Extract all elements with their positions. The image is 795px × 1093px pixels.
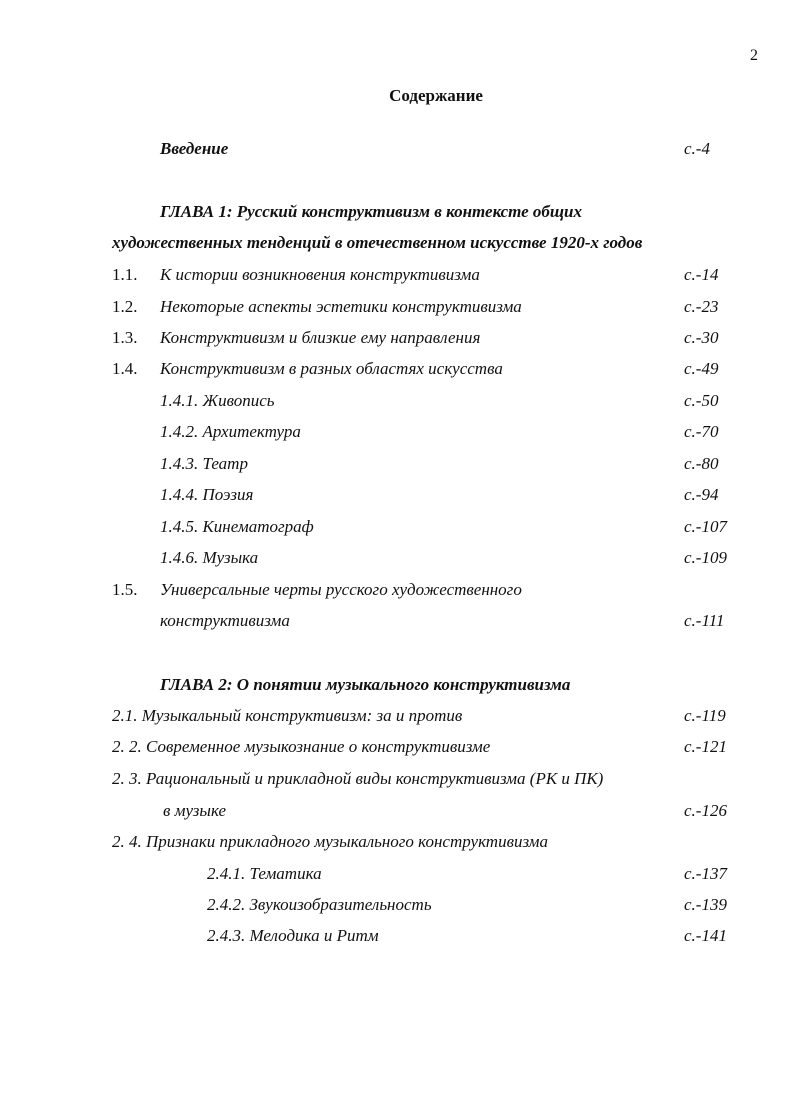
chapter1-heading-line2: художественных тенденций в отечественном искусстве 1920-х годов [112, 233, 643, 252]
toc-item-label: Конструктивизм и близкие ему направления [160, 328, 481, 347]
toc-subitem-label: 1.4.1. Живопись [160, 391, 275, 410]
toc-item-page: с.-14 [684, 265, 719, 284]
toc-item-page: с.-126 [684, 801, 727, 820]
toc-subitem-page: с.-139 [684, 895, 727, 914]
toc-item-number: 1.2. [112, 297, 138, 316]
toc-item-number: 1.4. [112, 359, 138, 378]
toc-subitem-page: с.-80 [684, 454, 719, 473]
toc-item-number: 1.5. [112, 580, 138, 599]
toc-item-page: с.-121 [684, 737, 727, 756]
toc-item-page: с.-23 [684, 297, 719, 316]
toc-subitem-page: с.-137 [684, 864, 727, 883]
toc-subitem-label: 2.4.1. Тематика [207, 864, 322, 883]
toc-item-label: 2.1. Музыкальный конструктивизм: за и против [112, 706, 463, 725]
toc-intro-label: Введение [160, 139, 229, 158]
toc-subitem-page: с.-70 [684, 422, 719, 441]
toc-item-label: Некоторые аспекты эстетики конструктивизма [160, 297, 522, 316]
toc-item-label: 2. 2. Современное музыкознание о конструктивизме [112, 737, 491, 756]
toc-item-number: 1.1. [112, 265, 138, 284]
chapter1-heading-line1: ГЛАВА 1: Русский конструктивизм в контексте общих [160, 202, 583, 221]
toc-item-page: с.-49 [684, 359, 719, 378]
toc-item-number: 1.3. [112, 328, 138, 347]
toc-item-label-line2: конструктивизма [160, 611, 290, 630]
toc-item-label-line1: Универсальные черты русского художественного [160, 580, 522, 599]
toc-subitem-label: 1.4.3. Театр [160, 454, 248, 473]
toc-subitem-label: 1.4.2. Архитектура [160, 422, 301, 441]
page-title: Содержание [389, 86, 483, 105]
toc-item-page: с.-111 [684, 611, 725, 630]
toc-subitem-page: с.-141 [684, 926, 727, 945]
toc-subitem-page: с.-109 [684, 548, 727, 567]
toc-subitem-page: с.-107 [684, 517, 727, 536]
toc-subitem-label: 1.4.5. Кинематограф [160, 517, 314, 536]
toc-subitem-label: 2.4.2. Звукоизобразительность [207, 895, 432, 914]
toc-item-label: К истории возникновения конструктивизма [160, 265, 480, 284]
toc-subitem-page: с.-94 [684, 485, 719, 504]
toc-subitem-label: 2.4.3. Мелодика и Ритм [207, 926, 379, 945]
toc-item-label-line1: 2. 3. Рациональный и прикладной виды конструктивизма (РК и ПК) [112, 769, 604, 788]
toc-intro-page: с.-4 [684, 139, 710, 158]
toc-item-label: 2. 4. Признаки прикладного музыкального конструктивизма [112, 832, 549, 851]
toc-subitem-label: 1.4.4. Поэзия [160, 485, 254, 504]
toc-item-page: с.-119 [684, 706, 726, 725]
page-number: 2 [750, 47, 758, 64]
toc-subitem-page: с.-50 [684, 391, 719, 410]
toc-item-label-line2: в музыке [163, 801, 227, 820]
chapter2-heading: ГЛАВА 2: О понятии музыкального конструктивизма [160, 675, 571, 694]
toc-item-page: с.-30 [684, 328, 719, 347]
toc-subitem-label: 1.4.6. Музыка [160, 548, 259, 567]
toc-item-label: Конструктивизм в разных областях искусства [160, 359, 503, 378]
